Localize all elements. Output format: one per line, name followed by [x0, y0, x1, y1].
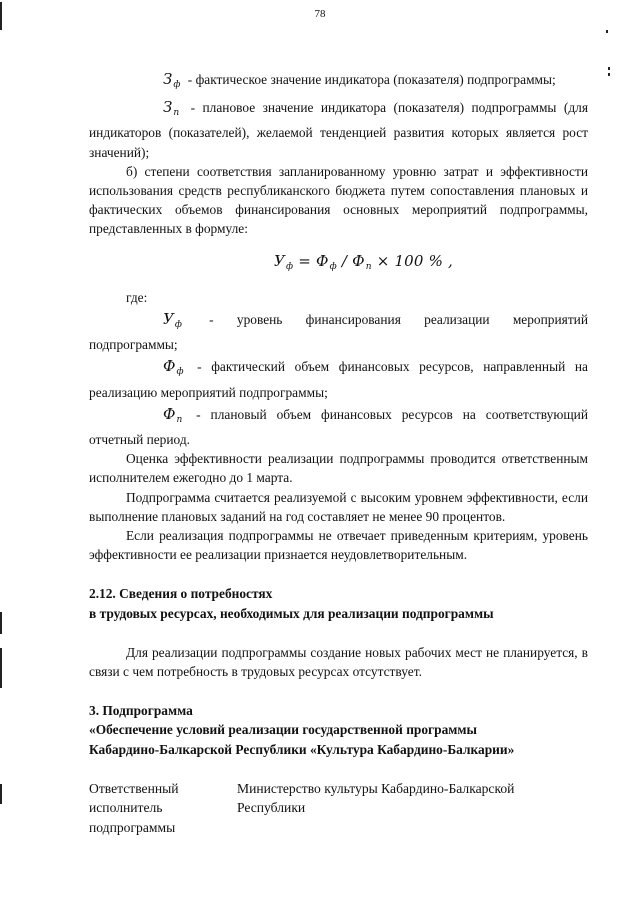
section-212-title: 2.12. Сведения о потребностях: [89, 586, 273, 602]
paragraph-b: б) степени соответствия запланированному уровню затрат и эффективности использования средств республиканского бюджета путем сопоставления плановых и фактических объемов финансирования основных мероприятий подпрограммы, представленных в формуле:: [89, 163, 588, 237]
symbol-z-p: $З_п$: [163, 98, 180, 119]
def-actual-volume: $Ф_ф$ - фактический объем финансовых ресурсов, направленный на реализацию мероприятий подпрограммы;: [89, 357, 588, 400]
scan-edge-mark: [0, 2, 2, 30]
responsible-executor-row: [89, 779, 588, 838]
symbol-z-f: $З_ф$: [163, 70, 181, 90]
scan-speck: [608, 67, 610, 70]
section-212-text: Для реализации подпрограммы создание новых рабочих мест не планируется, в связи с чем потребность в трудовых ресурсах отсутствует.: [89, 644, 588, 680]
where-label: где:: [126, 289, 148, 305]
section-3-subtitle-2: Кабардино-Балкарской Республики «Культура Кабардино-Балкарии»: [89, 741, 515, 757]
scan-speck: [608, 73, 610, 76]
paragraph-unsatisfactory: Если реализация подпрограммы не отвечает приведенным критериям, уровень эффективности ее реализации признается неудовлетворительным.: [89, 528, 588, 563]
document-body: [89, 70, 588, 837]
paragraph-high-efficiency: Подпрограмма считается реализуемой с высоким уровнем эффективности, если выполнение плановых заданий на год составляет не менее 90 процентов.: [89, 489, 588, 524]
scan-speck: [606, 30, 608, 33]
def-planned-volume: $Ф_п$ - плановый объем финансовых ресурсов на соответствующий отчетный период.: [89, 404, 588, 448]
scan-edge-mark: [0, 784, 2, 804]
symbol-u-f: $У_ф$: [163, 310, 182, 331]
paragraph-assessment: Оценка эффективности реализации подпрограммы проводится ответственным исполнителем ежегодно до 1 марта.: [89, 451, 588, 486]
symbol-f-p: $Ф_п$: [163, 404, 183, 425]
def-funding-level-cont: подпрограммы;: [89, 337, 178, 353]
item-planned-indicator: $З_п$ - плановое значение индикатора (показателя) подпрограммы (для индикаторов (показателей), желаемой тенденцией развития которых является рост значений);: [89, 98, 588, 160]
section-3-subtitle-1: «Обеспечение условий реализации государственной программы: [89, 722, 477, 738]
responsible-value: Министерство культуры Кабардино-Балкарской Республики: [237, 780, 515, 816]
symbol-f-f: $Ф_ф$: [163, 357, 184, 378]
formula: $У_ф = Ф_ф / Ф_п \times 100$ % ,: [273, 251, 454, 272]
scan-edge-mark: [0, 612, 2, 634]
responsible-label: Ответственный исполнитель подпрограммы: [89, 780, 179, 835]
scan-edge-mark: [0, 648, 2, 688]
def-funding-level: $У_ф$ - уровень финансирования реализации мероприятий: [89, 310, 588, 335]
page-number: 78: [314, 8, 326, 20]
section-212-subtitle: в трудовых ресурсах, необходимых для реализации подпрограммы: [89, 605, 494, 621]
item-actual-indicator: $З_ф$ - фактическое значение индикатора (показателя) подпрограммы;: [89, 70, 588, 95]
section-3-title: 3. Подпрограмма: [89, 703, 193, 719]
